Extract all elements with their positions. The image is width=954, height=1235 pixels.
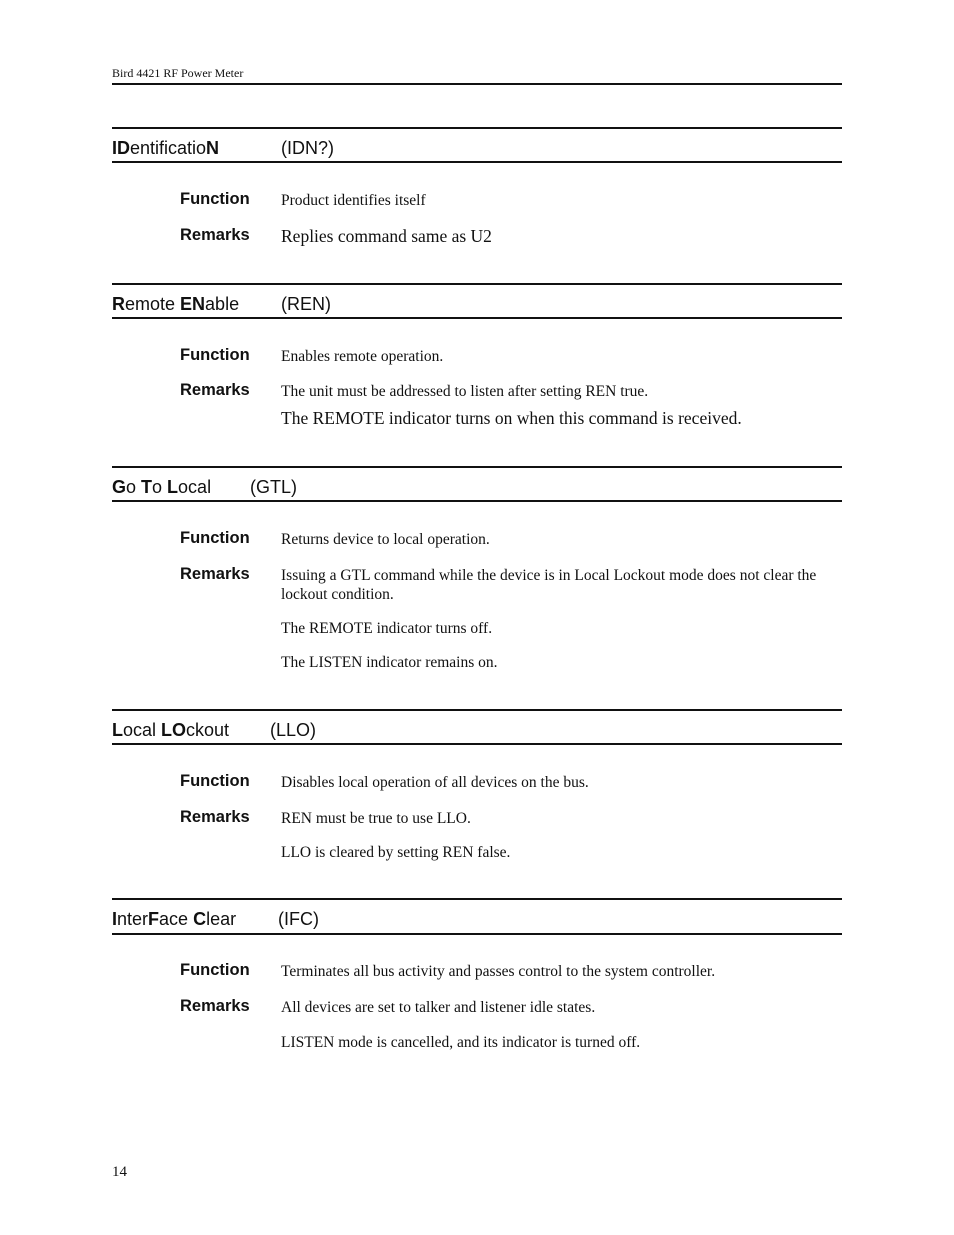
section-command-code: (IDN?) — [281, 138, 334, 158]
function-text: Enables remote operation. — [281, 348, 444, 365]
section-title: Remote ENable — [112, 294, 240, 314]
remarks-label: Remarks — [180, 381, 250, 399]
function-label: Function — [180, 529, 250, 547]
section-command-code: (LLO) — [270, 720, 317, 740]
section-title: Go To Local — [112, 477, 212, 497]
remarks-text: The LISTEN indicator remains on. — [281, 654, 498, 671]
section-top-rule — [112, 898, 842, 900]
remarks-label: Remarks — [180, 997, 250, 1015]
section-top-rule — [112, 127, 842, 129]
remarks-label: Remarks — [180, 808, 250, 826]
remarks-label: Remarks — [180, 565, 250, 583]
section-title: Local LOckout — [112, 720, 230, 740]
remarks-text: The unit must be addressed to listen after setting REN true. — [281, 383, 649, 400]
header-rule — [112, 83, 842, 85]
remarks-text: LLO is cleared by setting REN false. — [281, 844, 511, 861]
function-label: Function — [180, 190, 250, 208]
section-command-code: (REN) — [281, 294, 331, 314]
function-label: Function — [180, 961, 250, 979]
section-bottom-rule — [112, 743, 842, 745]
section-command-code: (IFC) — [278, 909, 319, 929]
function-text: Disables local operation of all devices on the bus. — [281, 774, 589, 791]
remarks-label: Remarks — [180, 226, 250, 244]
section-top-rule — [112, 466, 842, 468]
section-bottom-rule — [112, 161, 842, 163]
section-bottom-rule — [112, 317, 842, 319]
function-label: Function — [180, 772, 250, 790]
section-bottom-rule — [112, 500, 842, 502]
function-label: Function — [180, 346, 250, 364]
remarks-text: The REMOTE indicator turns off. — [281, 620, 493, 637]
section-title: InterFace Clear — [112, 909, 237, 929]
remarks-text: LISTEN mode is cancelled, and its indicator is turned off. — [281, 1034, 641, 1051]
section-title: IDentificatioN — [112, 138, 220, 158]
running-header: Bird 4421 RF Power Meter — [112, 66, 244, 80]
section-command-code: (GTL) — [250, 477, 297, 497]
remarks-text: The REMOTE indicator turns on when this command is received. — [281, 408, 742, 428]
remarks-text: Issuing a GTL command while the device is in Local Lockout mode does not clear the lockout condition. — [281, 567, 817, 603]
remarks-text: All devices are set to talker and listener idle states. — [281, 999, 596, 1016]
section-bottom-rule — [112, 933, 842, 935]
section-top-rule — [112, 709, 842, 711]
function-text: Terminates all bus activity and passes control to the system controller. — [281, 963, 716, 980]
page-number: 14 — [112, 1164, 127, 1180]
function-text: Product identifies itself — [281, 192, 426, 209]
remarks-text: Replies command same as U2 — [281, 226, 492, 246]
section-top-rule — [112, 283, 842, 285]
function-text: Returns device to local operation. — [281, 531, 490, 548]
remarks-text: REN must be true to use LLO. — [281, 810, 471, 827]
